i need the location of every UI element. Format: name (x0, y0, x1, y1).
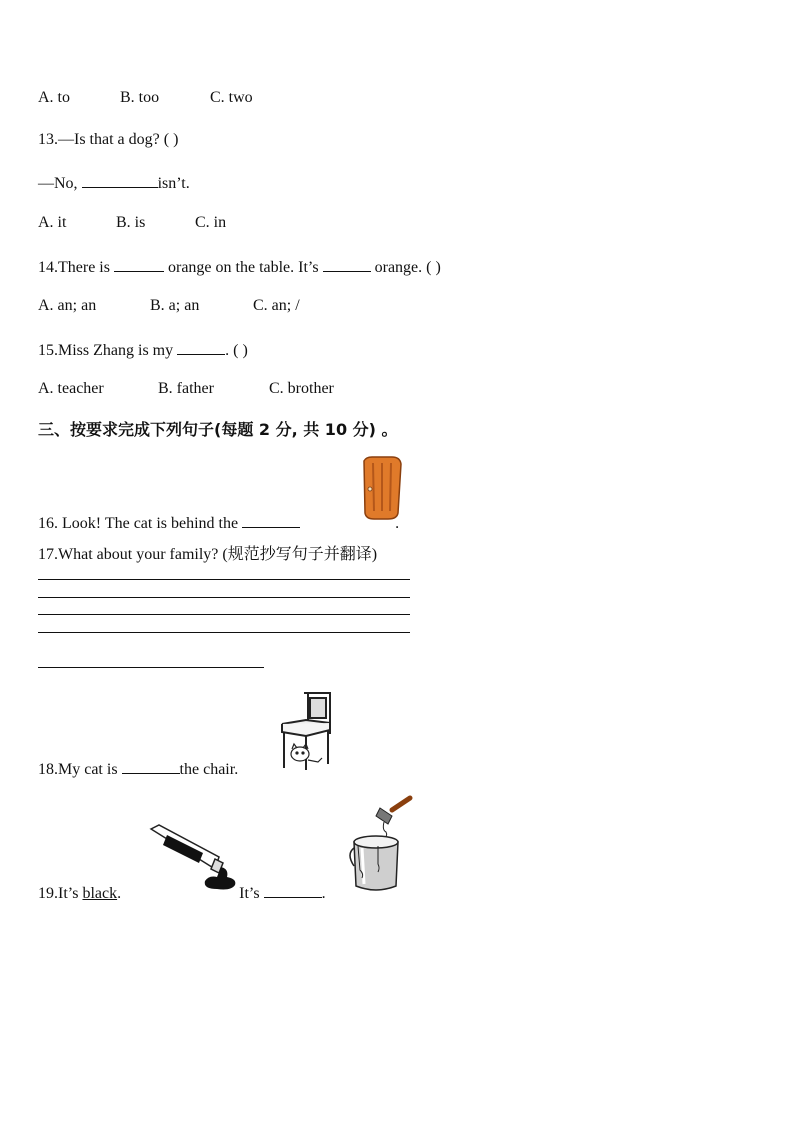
q17-answer-line-4[interactable] (38, 632, 410, 633)
q17-answer-line-3[interactable] (38, 614, 410, 615)
q18-text-1: 18.My cat is (38, 761, 122, 778)
q14-text-3: orange. ( ) (370, 259, 441, 276)
q13-answer-line (38, 171, 190, 194)
section-3-heading: 三、按要求完成下列句子(每题 2 分, 共 10 分) 。 (38, 420, 398, 439)
q15-blank[interactable] (177, 338, 225, 355)
q16-question (38, 511, 399, 534)
q14-text-1: 14.There is (38, 259, 114, 276)
q12-options (38, 88, 253, 108)
q12-option-c: C. two (210, 89, 253, 106)
q13-answer-prefix: —No, (38, 175, 82, 192)
q13-option-a: A. it (38, 214, 67, 231)
q18-question (38, 757, 238, 780)
q13-question: 13.—Is that a dog? ( ) (38, 131, 179, 148)
q15-question (38, 338, 248, 361)
chair-with-cat-icon (278, 690, 334, 772)
q13-options (38, 213, 226, 233)
q14-option-b: B. a; an (150, 297, 200, 314)
q13-option-b: B. is (116, 214, 146, 231)
q13-answer-suffix: isn’t. (157, 175, 190, 192)
q15-option-c: C. brother (269, 380, 334, 397)
q17-answer-line-1[interactable] (38, 579, 410, 580)
q13-option-c: C. in (195, 214, 227, 231)
q17-answer-line-2[interactable] (38, 597, 410, 598)
q17-question: 17.What about your family? (规范抄写句子并翻译) (38, 546, 378, 563)
q14-option-a: A. an; an (38, 297, 97, 314)
q15-text-2: . ( ) (225, 342, 248, 359)
q12-option-b: B. too (120, 89, 160, 106)
door-icon (358, 455, 404, 521)
q14-question (38, 255, 441, 278)
q15-option-a: A. teacher (38, 380, 104, 397)
q18-blank[interactable] (122, 757, 180, 774)
q14-blank-2[interactable] (323, 255, 371, 272)
q15-options (38, 379, 334, 399)
white-paint-bucket-icon (348, 794, 428, 896)
q19-text-1: 19.It’s (38, 885, 83, 902)
q15-text-1: 15.Miss Zhang is my (38, 342, 178, 359)
q16-text-1: 16. Look! The cat is behind the (38, 515, 243, 532)
q16-blank[interactable] (242, 511, 300, 528)
q14-option-c: C. an; / (253, 297, 300, 314)
q18-text-2: the chair. (179, 761, 239, 778)
q17-answer-line-5[interactable] (38, 667, 264, 668)
q14-blank-1[interactable] (114, 255, 164, 272)
q19-given-word: black (82, 885, 118, 902)
q14-text-2: orange on the table. It’s (163, 259, 323, 276)
black-paint-tube-icon (145, 823, 241, 893)
q19-text-4: . (321, 885, 326, 902)
q13-blank[interactable] (82, 171, 158, 188)
q15-option-b: B. father (158, 380, 214, 397)
q19-blank[interactable] (264, 881, 322, 898)
q19-text-3: It’s (239, 885, 264, 902)
q19-text-2: . (117, 885, 122, 902)
q12-option-a: A. to (38, 89, 70, 106)
q14-options (38, 296, 300, 316)
q16-text-2: . (395, 515, 400, 532)
